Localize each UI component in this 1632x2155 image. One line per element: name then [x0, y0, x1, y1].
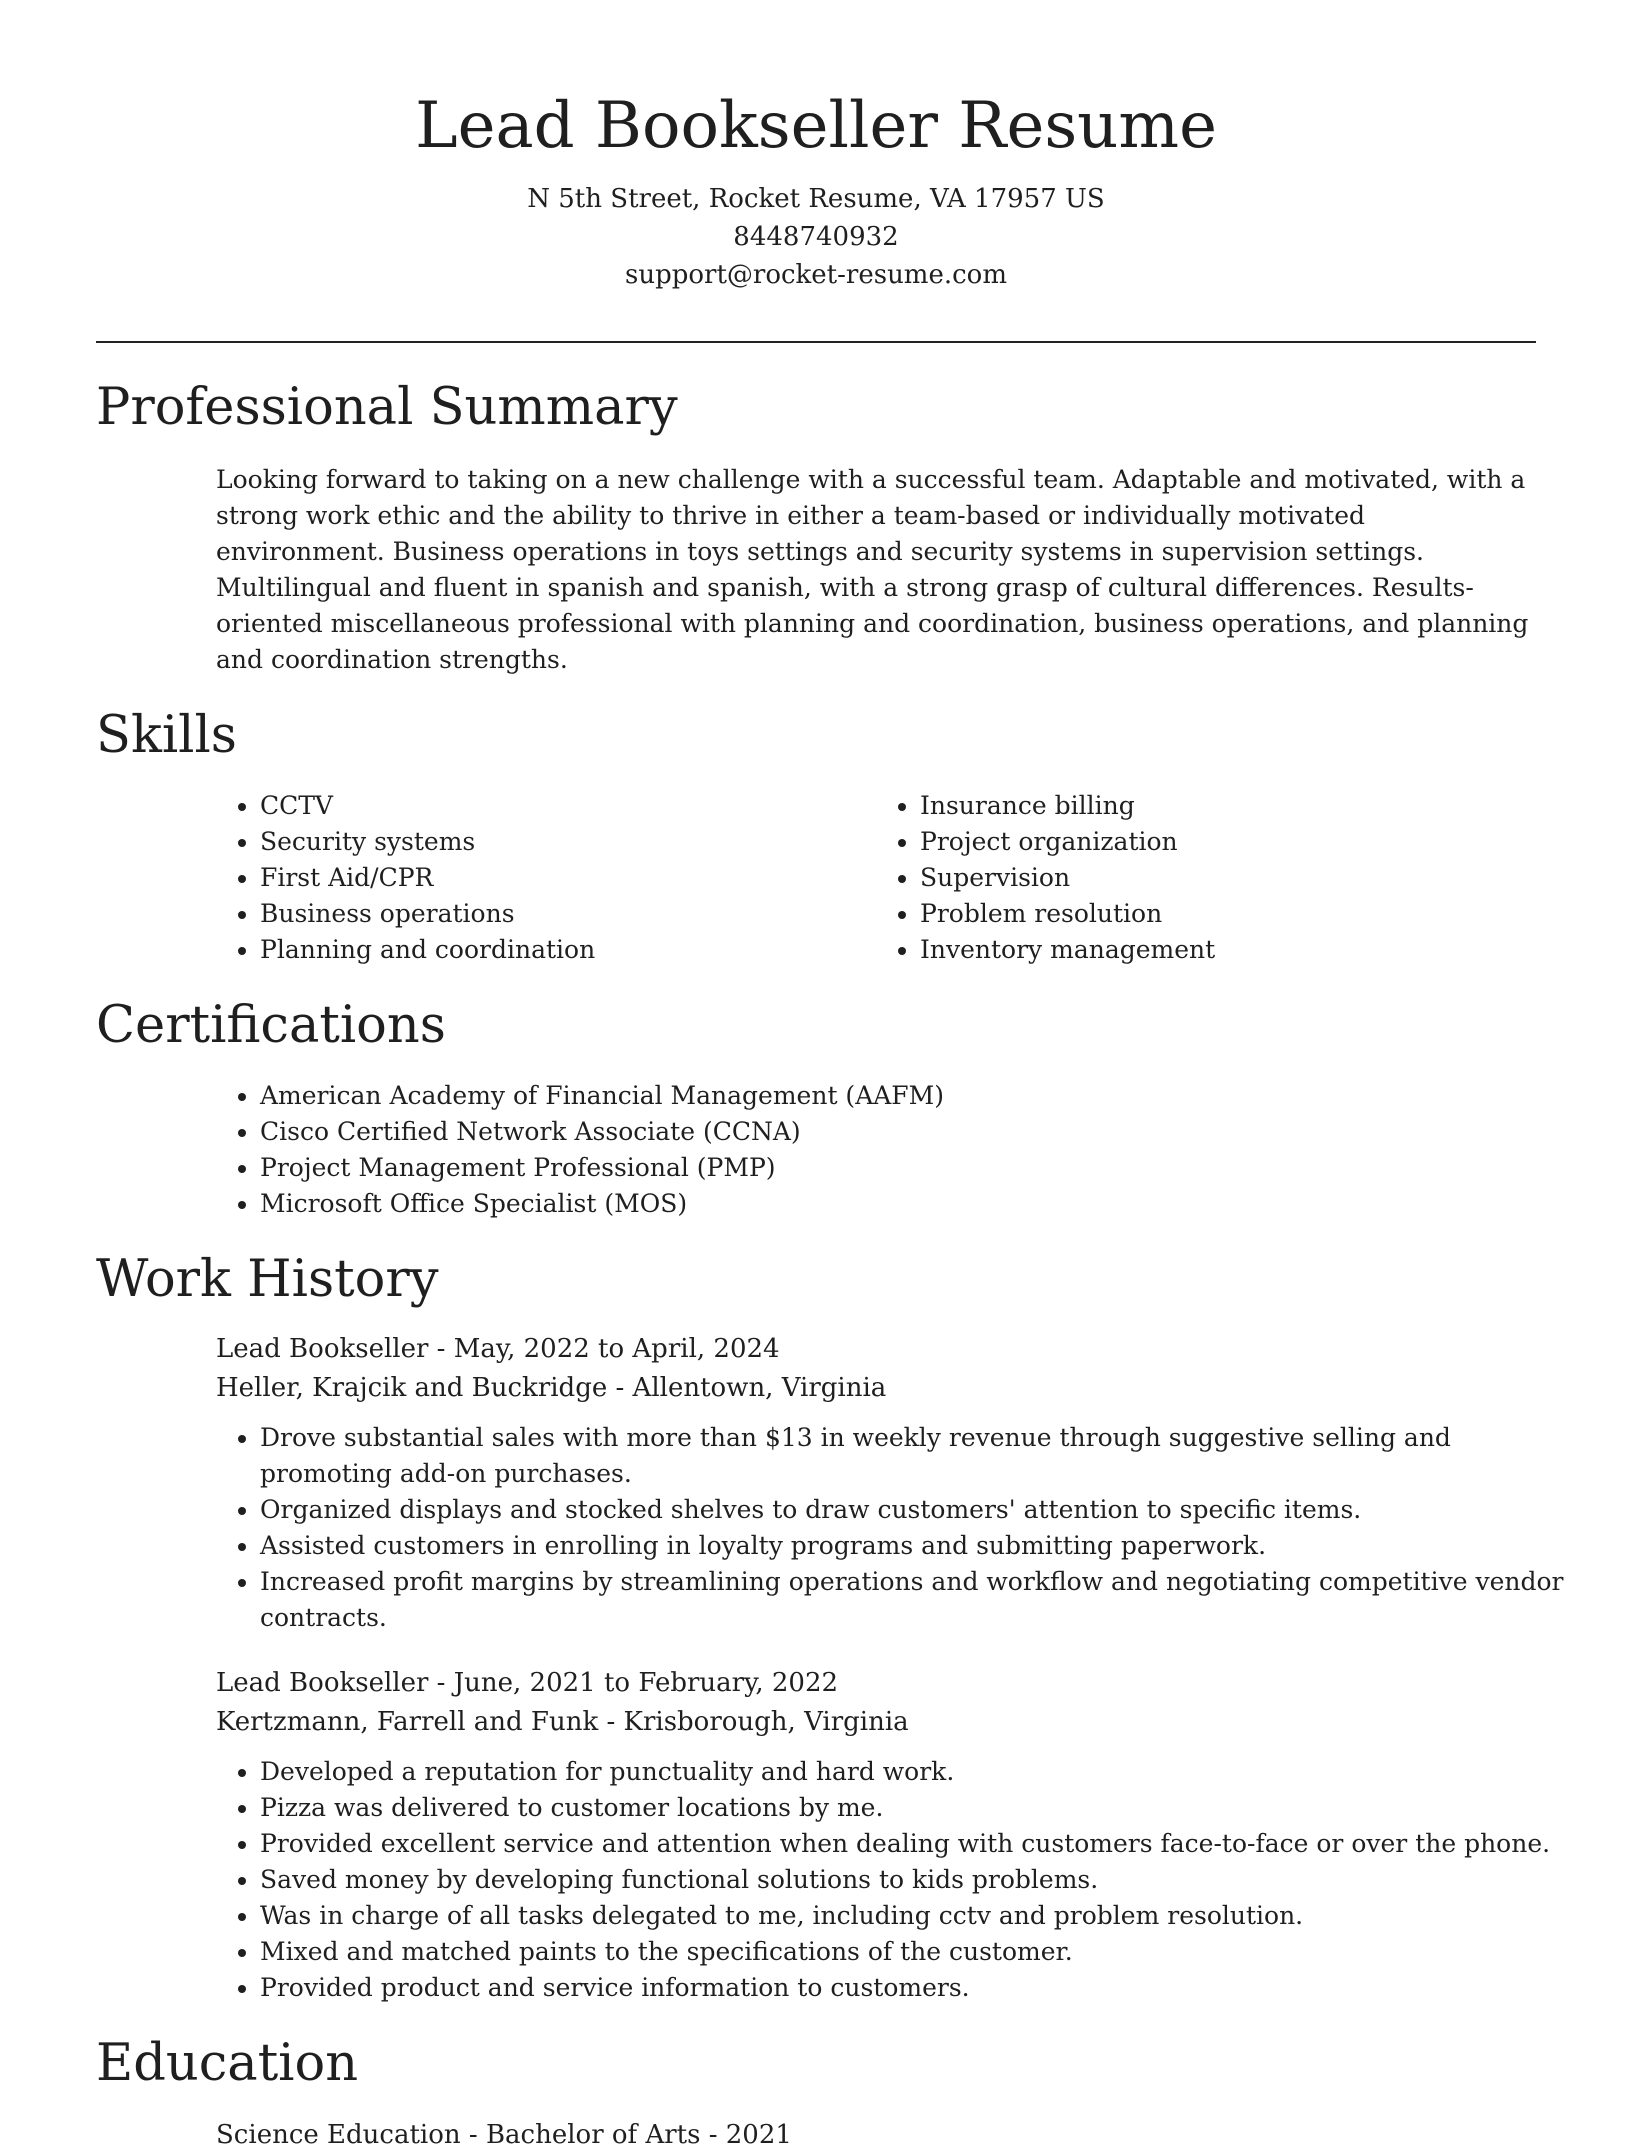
education-heading: Education [96, 2034, 359, 2093]
summary-section [96, 376, 1536, 678]
skill-item: • Problem resolution [920, 896, 1536, 932]
skills-list-left [216, 788, 876, 968]
job-company-location: Kertzmann, Farrell and Funk - Krisborough, Virginia [216, 1707, 909, 1737]
contact-phone: 8448740932 [733, 222, 899, 252]
job-entry [216, 1330, 1564, 1636]
job-bullet: • Saved money by developing functional solutions to kids problems. [260, 1862, 1580, 1898]
job-bullet: • Drove substantial sales with more than $13 in weekly revenue through suggestive selling and promoting add-on purchases. [260, 1420, 1580, 1492]
job-title-dates: Lead Bookseller - May, 2022 to April, 2024 [216, 1334, 780, 1364]
contact-address: N 5th Street, Rocket Resume, VA 17957 US [527, 184, 1105, 214]
certifications-section [96, 994, 1536, 1222]
skills-heading: Skills [96, 706, 237, 765]
job-company-location: Heller, Krajcik and Buckridge - Allentown, Virginia [216, 1373, 887, 1403]
education-section [96, 2032, 1536, 2155]
job-bullet: • Organized displays and stocked shelves to draw customers' attention to specific items. [260, 1492, 1580, 1528]
work-history-section [96, 1248, 1564, 2006]
job-bullets [216, 1420, 1580, 1636]
skill-item: • Insurance billing [920, 788, 1536, 824]
skills-section [96, 704, 1536, 968]
summary-heading: Professional Summary [96, 378, 678, 437]
contact-block [96, 180, 1536, 294]
job-entry [216, 1664, 1551, 2006]
job-bullet: • Mixed and matched paints to the specifications of the customer. [260, 1934, 1580, 1970]
certification-item: • Project Management Professional (PMP) [260, 1150, 1536, 1186]
job-bullet: • Was in charge of all tasks delegated to me, including cctv and problem resolution. [260, 1898, 1580, 1934]
certifications-list [216, 1078, 1536, 1222]
certifications-heading: Certifications [96, 996, 446, 1055]
job-bullet: • Pizza was delivered to customer locations by me. [260, 1790, 1580, 1826]
job-title-dates: Lead Bookseller - June, 2021 to February, 2022 [216, 1668, 839, 1698]
skill-item: • First Aid/CPR [260, 860, 876, 896]
skill-item: • Planning and coordination [260, 932, 876, 968]
certification-item: • Microsoft Office Specialist (MOS) [260, 1186, 1536, 1222]
skill-item: • Business operations [260, 896, 876, 932]
education-entry: Science Education - Bachelor of Arts - 2021 [216, 2120, 792, 2150]
summary-text: Looking forward to taking on a new challenge with a successful team. Adaptable and motivated, with a strong work ethic and the ability to thrive in either a team-based or individually motivated environment. Business operations in toys settings and security systems in supervision settings. Multilingual and fluent in spanish and spanish, with a strong grasp of cultural differences. Results-oriented miscellaneous professional with planning and coordination, business operations, and planning and coordination strengths. [216, 465, 1529, 674]
job-bullet: • Provided product and service information to customers. [260, 1970, 1580, 2006]
skill-item: • Project organization [920, 824, 1536, 860]
resume-header [96, 86, 1536, 294]
skill-item: • Security systems [260, 824, 876, 860]
resume-body [96, 376, 1564, 2155]
job-bullet: • Increased profit margins by streamlining operations and workflow and negotiating competitive vendor contracts. [260, 1564, 1580, 1636]
job-bullet: • Assisted customers in enrolling in loyalty programs and submitting paperwork. [260, 1528, 1580, 1564]
skill-item: • CCTV [260, 788, 876, 824]
work-history-heading: Work History [96, 1250, 439, 1309]
certification-item: • American Academy of Financial Management (AAFM) [260, 1078, 1536, 1114]
job-bullets [216, 1754, 1580, 2006]
skill-item: • Supervision [920, 860, 1536, 896]
header-divider [96, 341, 1536, 343]
skill-item: • Inventory management [920, 932, 1536, 968]
skills-columns [216, 788, 1536, 968]
resume-title: Lead Bookseller Resume [415, 89, 1217, 163]
certification-item: • Cisco Certified Network Associate (CCNA) [260, 1114, 1536, 1150]
skills-list-right [876, 788, 1536, 968]
contact-email: support@rocket-resume.com [624, 260, 1007, 290]
job-bullet: • Developed a reputation for punctuality and hard work. [260, 1754, 1580, 1790]
job-bullet: • Provided excellent service and attention when dealing with customers face-to-face or over the phone. [260, 1826, 1580, 1862]
